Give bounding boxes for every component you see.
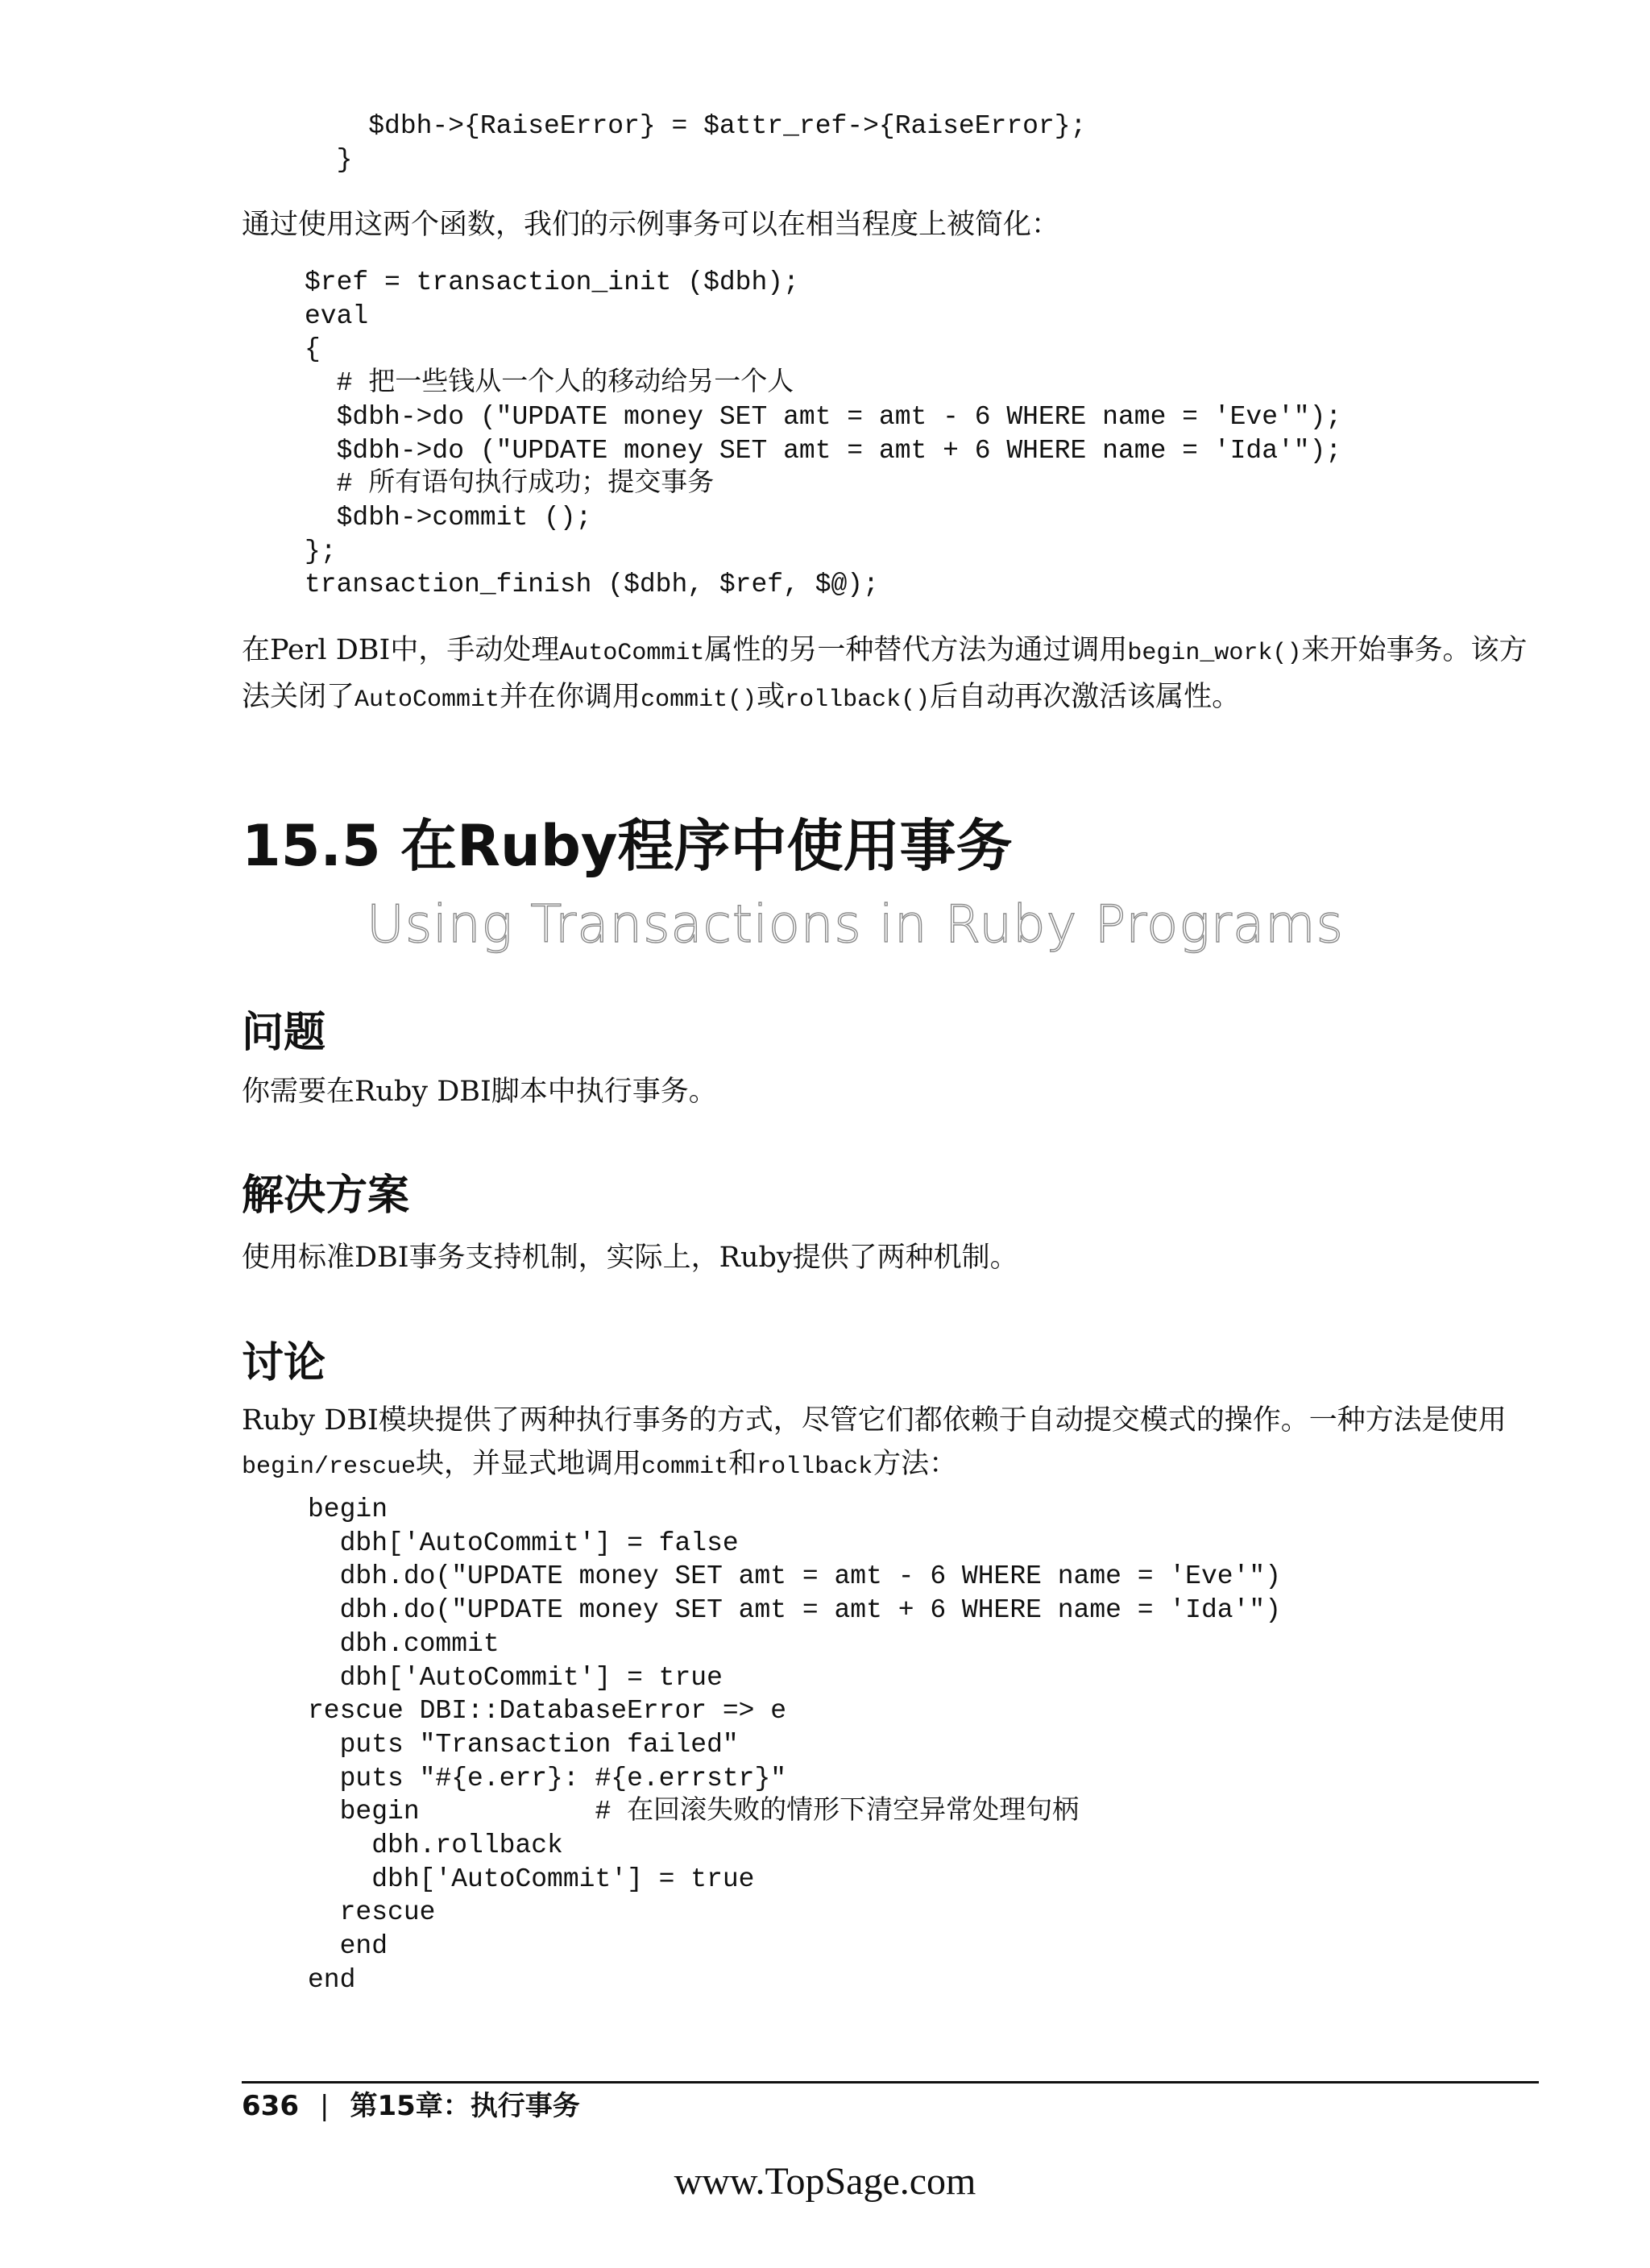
problem-heading: 问题 <box>242 1009 326 1057</box>
footer-divider <box>242 2081 1539 2083</box>
discussion-text-3: 和 <box>728 1448 757 1480</box>
page-number: 636 <box>242 2090 299 2122</box>
perl-text-6: 后自动再次激活该属性。 <box>930 681 1241 713</box>
discussion-text-1: Ruby DBI模块提供了两种执行事务的方式，尽管它们都依赖于自动提交模式的操作。一种方法是使用 <box>242 1404 1507 1437</box>
discussion-code-2: commit <box>641 1453 729 1481</box>
perl-text-5: 或 <box>757 681 786 713</box>
problem-text: 你需要在Ruby DBI脚本中执行事务。 <box>242 1076 717 1108</box>
discussion-code-1: begin/rescue <box>242 1453 417 1481</box>
watermark-url: www.TopSage.com <box>674 2160 976 2203</box>
chapter-title: 第15章：执行事务 <box>350 2090 580 2122</box>
perl-code-block: $ref = transaction_init ($dbh); eval { # 把一些钱从一个人的移动给另一个人 $dbh->do ("UPDATE money SET amt = amt - 6 WHERE name = 'Eve'"); $dbh->do ("UPDATE money SET amt = amt + 6 WHERE name = 'Ida'"); # 所有语句执行成功；提交事务 $dbh->commit (); }; transaction_finish ($dbh, $ref, $@); <box>305 267 1342 600</box>
footer-separator: | <box>319 2090 330 2122</box>
code-snippet-top: $dbh->{RaiseError} = $attr_ref->{RaiseError}; } <box>336 111 1087 175</box>
discussion-text-4: 方法： <box>873 1448 958 1480</box>
discussion-code-3: rollback <box>757 1453 873 1481</box>
perl-code-3: AutoCommit <box>354 686 500 714</box>
section-subtitle: Using Transactions in Ruby Programs <box>367 895 1344 955</box>
discussion-paragraph <box>242 1399 1539 1489</box>
perl-text-3: 来开始事务。该方法关闭了 <box>242 634 1528 713</box>
ruby-code-block: begin dbh['AutoCommit'] = false dbh.do("UPDATE money SET amt = amt - 6 WHERE name = 'Eve'") dbh.do("UPDATE money SET amt = amt + 6 WHERE name = 'Ida'") dbh.commit dbh['AutoCommit'] = true rescue DBI::DatabaseError => e puts "Transaction failed" puts "#{e.err}: #{e.errstr}" begin # 在回滚失败的情形下清空异常处理句柄 dbh.rollback dbh['AutoCommit'] = true rescue end end <box>308 1495 1281 1995</box>
perl-code-1: AutoCommit <box>559 640 705 667</box>
perl-code-4: commit() <box>641 686 757 714</box>
solution-heading: 解决方案 <box>242 1171 410 1220</box>
intro-paragraph: 通过使用这两个函数，我们的示例事务可以在相当程度上被简化： <box>242 209 1060 241</box>
perl-dbi-paragraph <box>242 628 1539 722</box>
perl-text-2: 属性的另一种替代方法为通过调用 <box>704 634 1128 666</box>
perl-code-5: rollback() <box>785 686 931 714</box>
perl-code-2: begin_work() <box>1127 640 1302 667</box>
section-title: 15.5 在Ruby程序中使用事务 <box>242 813 1013 879</box>
page-footer <box>242 2088 580 2124</box>
discussion-text-2: 块，并显式地调用 <box>416 1448 642 1480</box>
solution-text: 使用标准DBI事务支持机制，实际上，Ruby提供了两种机制。 <box>242 1242 1018 1274</box>
discussion-heading: 讨论 <box>242 1339 326 1387</box>
perl-text-4: 并在你调用 <box>500 681 641 713</box>
perl-text-1: 在Perl DBI中，手动处理 <box>242 634 560 666</box>
